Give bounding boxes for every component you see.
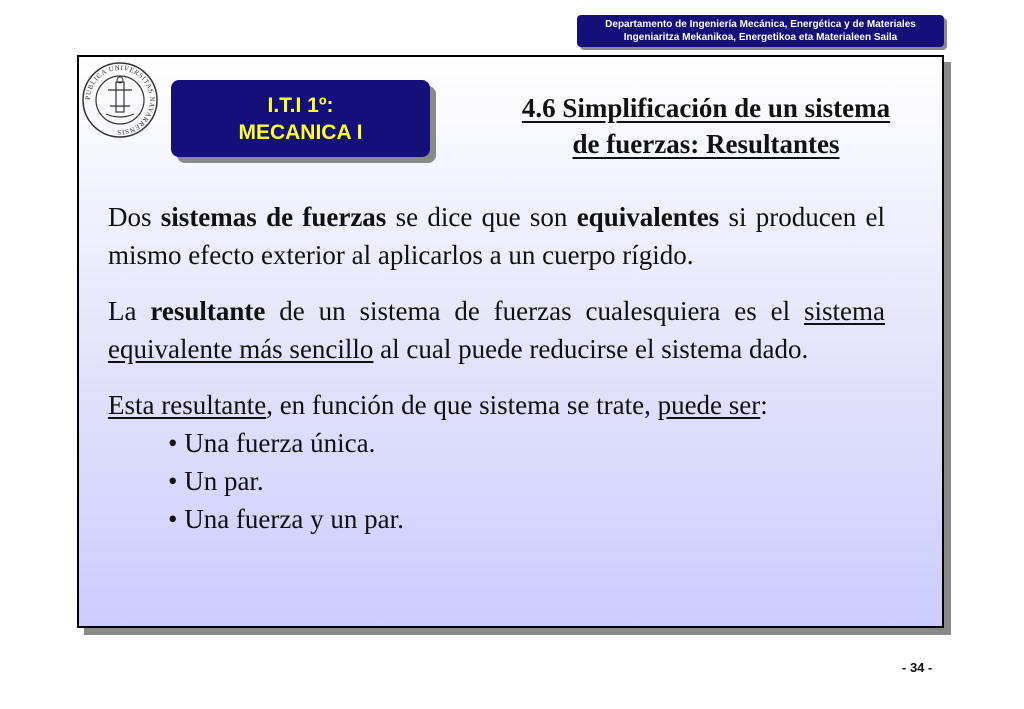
department-name-basque: Ingeniaritza Mekanikoa, Energetikoa eta Materialeen Saila <box>623 32 898 43</box>
bullet-couple: • Un par. <box>168 466 264 496</box>
underlined-can-be: puede ser <box>657 390 761 420</box>
department-name-spanish: Departamento de Ingeniería Mecánica, Energética y de Materiales <box>605 19 916 30</box>
text: , en función de que sistema se trate, <box>266 390 658 420</box>
paragraph-resultant-types <box>108 386 885 424</box>
course-badge <box>171 80 430 157</box>
slide-body <box>108 198 885 538</box>
term-force-systems: sistemas de fuerzas <box>160 202 387 232</box>
university-seal-icon <box>80 60 160 140</box>
text: si producen el mismo efecto exterior al aplicarlos a un cuerpo rígido. <box>108 202 885 270</box>
slide-title <box>468 90 944 162</box>
text: La <box>108 296 151 326</box>
text: de un sistema de fuerzas cualesquiera es el <box>265 296 804 326</box>
text: al cual puede reducirse el sistema dado. <box>373 334 809 364</box>
seal-ring-text: PUBLICA UNIVERSITAS NAVARRENSIS <box>83 63 157 137</box>
title-line-1: 4.6 Simplificación de un sistema <box>521 93 891 123</box>
term-equivalent: equivalentes <box>576 202 720 232</box>
course-name: MECANICA I <box>238 120 363 144</box>
bullet-single-force: • Una fuerza única. <box>168 428 376 458</box>
paragraph-resultant-definition <box>108 292 885 368</box>
term-resultant: resultante <box>150 296 266 326</box>
underlined-simplest-system: sistema equivalente más sencillo <box>108 296 885 364</box>
svg-text:PUBLICA UNIVERSITAS NAVARRENSI <box>84 64 156 136</box>
title-line-2: de fuerzas: Resultantes <box>572 129 840 159</box>
text: Dos <box>108 202 161 232</box>
course-code: I.T.I 1º: <box>267 93 334 117</box>
text: : <box>760 390 768 420</box>
underlined-this-resultant: Esta resultante <box>108 390 267 420</box>
bullet-force-and-couple: • Una fuerza y un par. <box>168 504 404 534</box>
page-number: - 34 - <box>902 660 933 675</box>
text: se dice que son <box>386 202 577 232</box>
department-banner <box>577 15 944 47</box>
paragraph-equivalent-systems <box>108 198 885 274</box>
